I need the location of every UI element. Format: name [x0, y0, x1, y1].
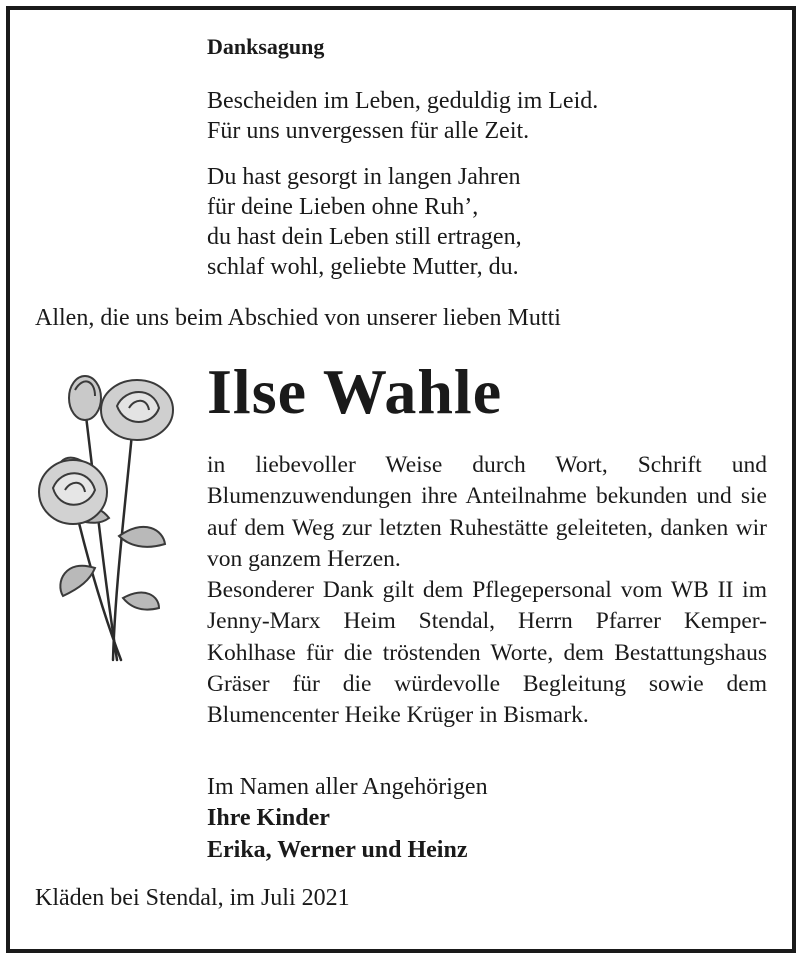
roses-illustration — [25, 368, 195, 668]
verse-line: du hast dein Leben still ertragen, — [207, 224, 522, 250]
verse-line: Bescheiden im Leben, geduldig im Leid. — [207, 88, 599, 114]
verse-line: für deine Lieben ohne Ruh’, — [207, 194, 479, 220]
signature-intro: Im Namen aller Angehörigen — [207, 774, 488, 800]
verse-line: schlaf wohl, geliebte Mutter, du. — [207, 254, 519, 280]
body-paragraph: Besonderer Dank gilt dem Pflegepersonal vom WB II im Jenny-Marx Heim Stendal, Herrn Pfarrer Kemper-Kohlhase für die tröstenden Worte, dem Bestattungshaus Gräser für die würdevolle Begleitung sowie dem Blumencenter Heike Krüger in Bismark. — [207, 577, 767, 729]
signature-names: Erika, Werner und Heinz — [207, 837, 468, 863]
verse-stanza-2 — [207, 162, 522, 282]
signature-children: Ihre Kinder — [207, 805, 330, 831]
notice-heading: Danksagung — [207, 34, 325, 59]
intro-line: Allen, die uns beim Abschied von unserer lieben Mutti — [35, 305, 561, 331]
place-date: Kläden bei Stendal, im Juli 2021 — [35, 885, 350, 911]
deceased-name: Ilse Wahle — [207, 356, 503, 427]
body-paragraph: in liebevoller Weise durch Wort, Schrift und Blumenzuwendungen ihre Anteilnahme bekunden und sie auf dem Weg zur letzten Ruhestätte geleiteten, danken wir von ganzem Herzen. — [207, 452, 767, 572]
thanks-body — [207, 450, 767, 732]
verse-stanza-1 — [207, 86, 598, 146]
verse-line: Du hast gesorgt in langen Jahren — [207, 164, 521, 190]
verse-line: Für uns unvergessen für alle Zeit. — [207, 118, 530, 144]
